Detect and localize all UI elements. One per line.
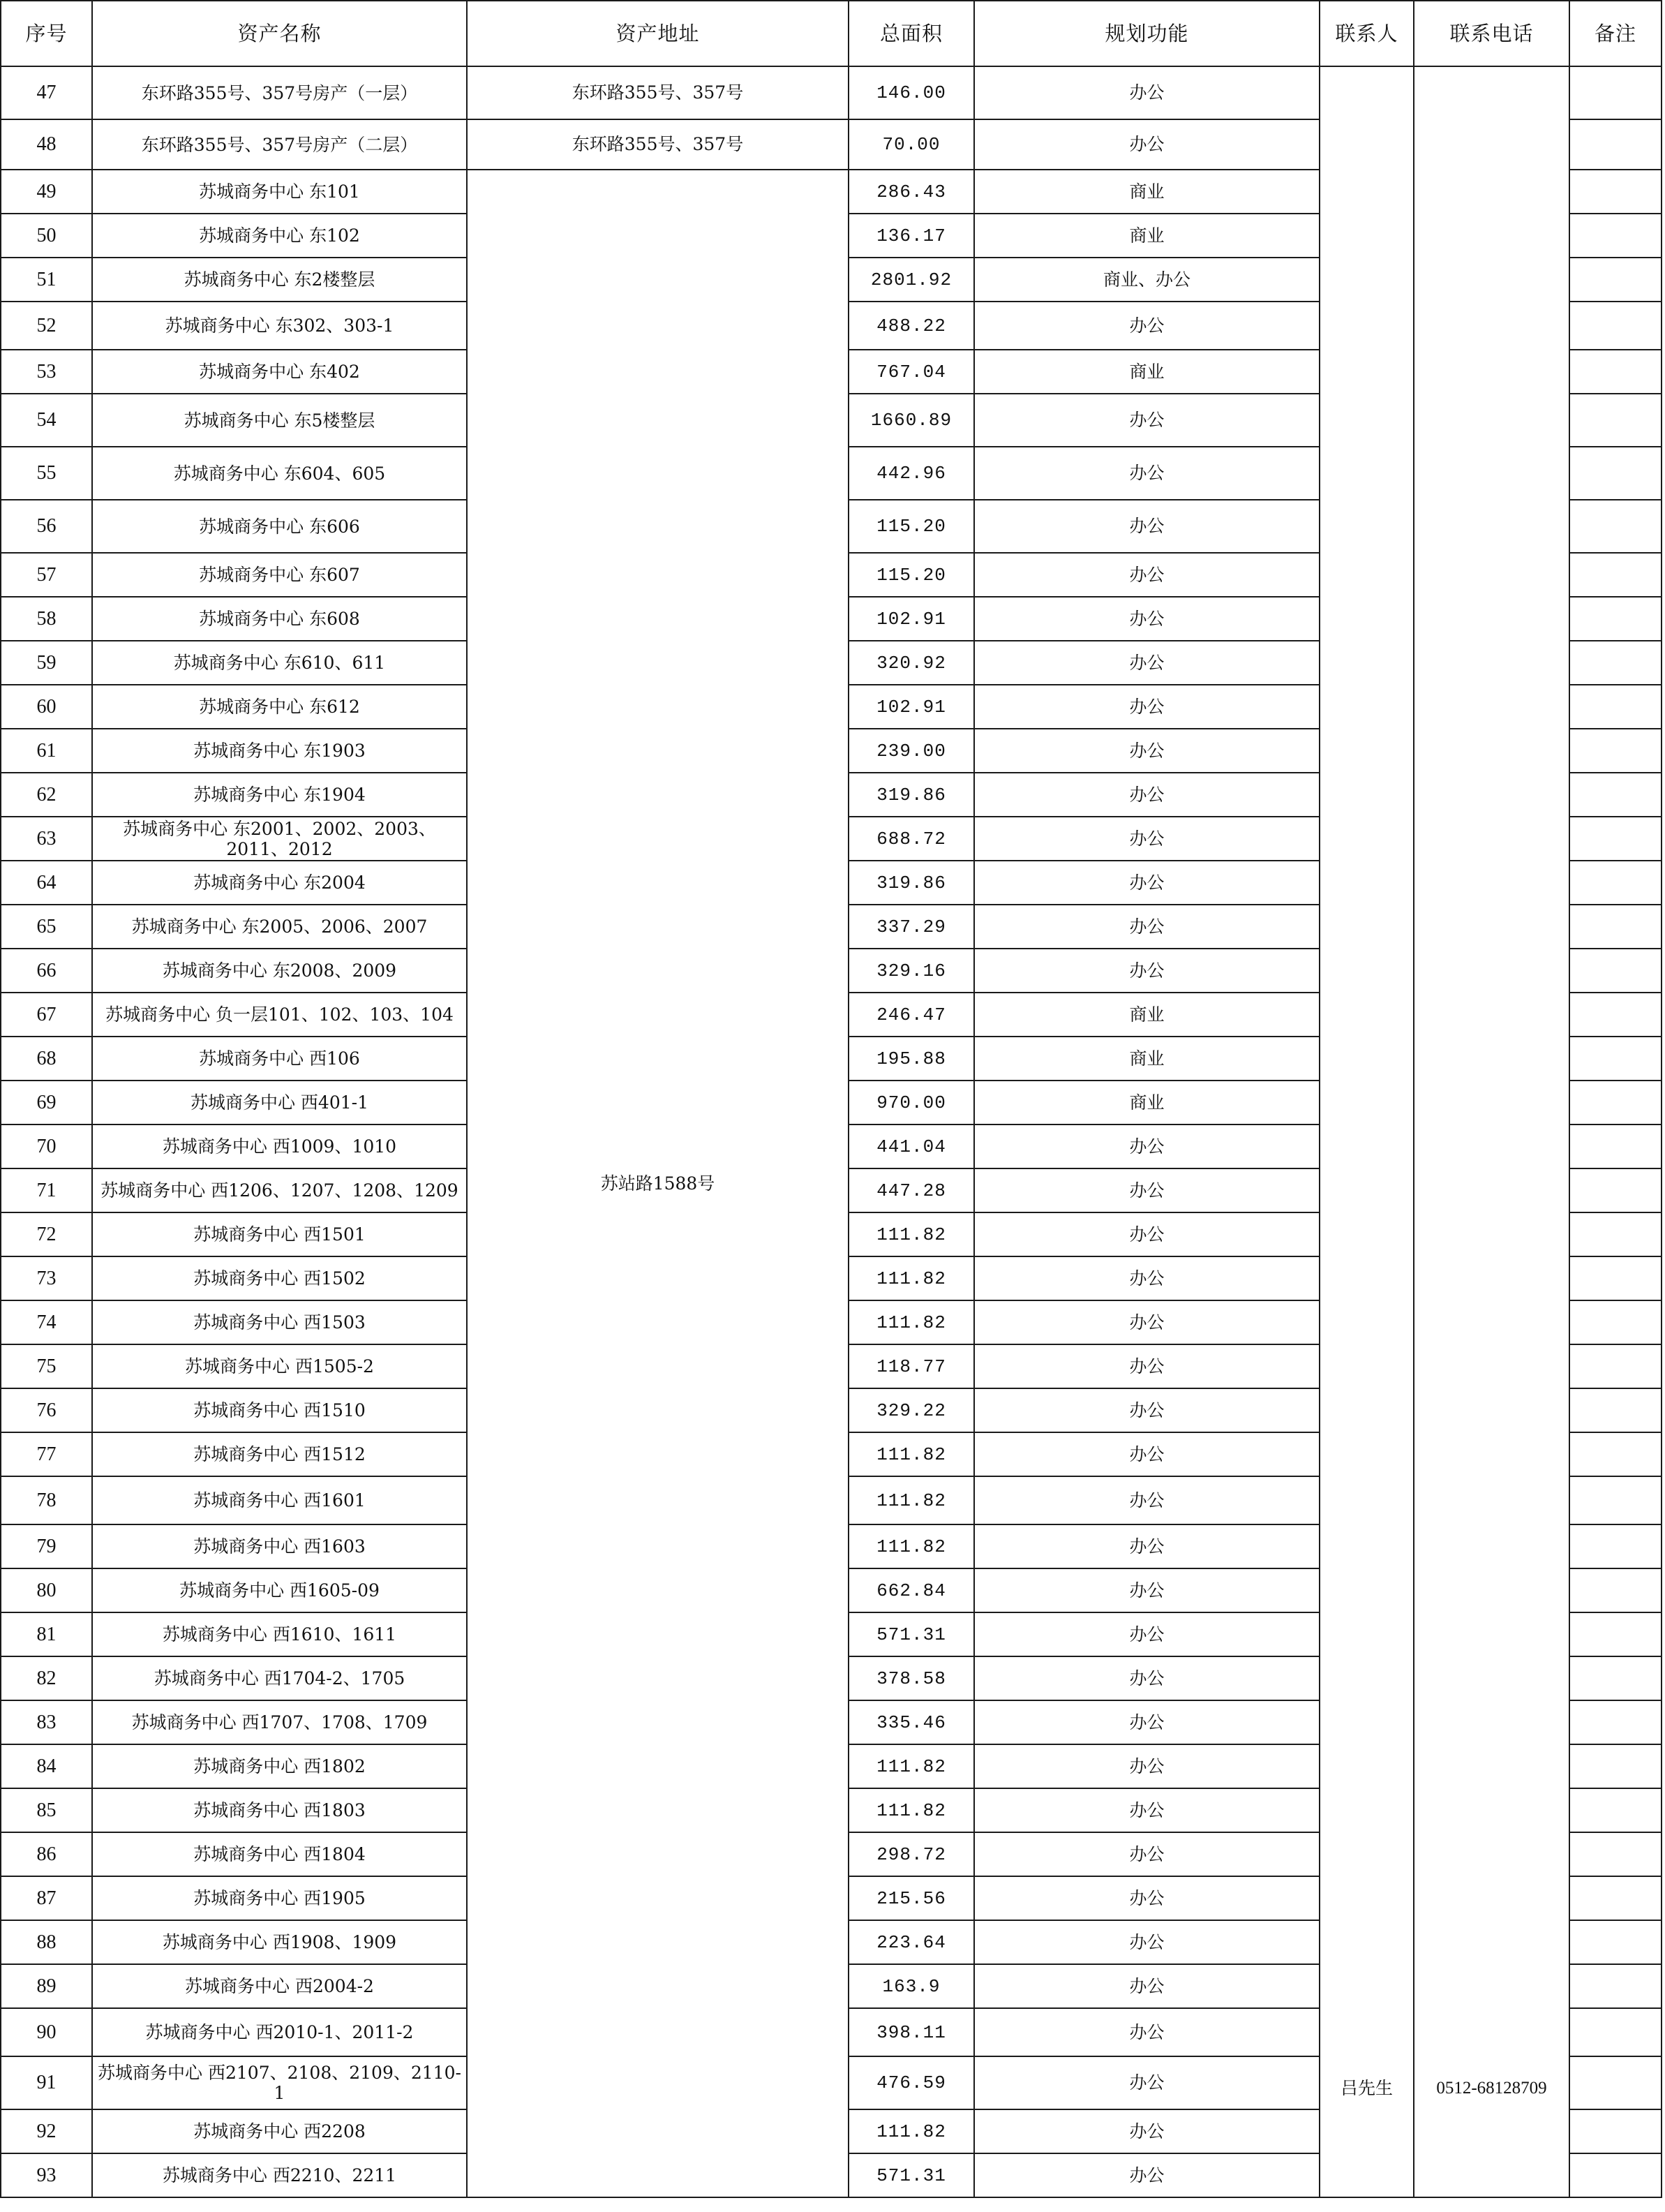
cell-note — [1569, 119, 1662, 170]
cell-planned-function: 办公 — [974, 729, 1320, 773]
cell-asset-address: 东环路355号、357号 — [467, 119, 849, 170]
cell-total-area: 70.00 — [849, 119, 974, 170]
cell-seq: 76 — [1, 1388, 92, 1432]
cell-asset-name: 苏城商务中心 东2008、2009 — [92, 949, 467, 993]
cell-asset-name: 苏城商务中心 东2001、2002、2003、2011、2012 — [92, 817, 467, 861]
header-contact-person: 联系人 — [1320, 1, 1414, 66]
cell-seq: 49 — [1, 170, 92, 214]
cell-note — [1569, 641, 1662, 685]
cell-total-area: 335.46 — [849, 1700, 974, 1744]
cell-note — [1569, 170, 1662, 214]
cell-contact-person: 吕先生 — [1320, 66, 1414, 2197]
cell-planned-function: 办公 — [974, 1344, 1320, 1388]
cell-total-area: 102.91 — [849, 597, 974, 641]
cell-asset-name: 苏城商务中心 东610、611 — [92, 641, 467, 685]
cell-total-area: 329.22 — [849, 1388, 974, 1432]
cell-asset-name: 苏城商务中心 西2004-2 — [92, 1964, 467, 2008]
cell-planned-function: 办公 — [974, 302, 1320, 350]
cell-total-area: 111.82 — [849, 1476, 974, 1524]
cell-total-area: 571.31 — [849, 2153, 974, 2197]
cell-seq: 84 — [1, 1744, 92, 1788]
cell-seq: 53 — [1, 350, 92, 394]
cell-planned-function: 办公 — [974, 2056, 1320, 2109]
cell-note — [1569, 1081, 1662, 1124]
cell-total-area: 111.82 — [849, 1432, 974, 1476]
cell-asset-name: 苏城商务中心 西2010-1、2011-2 — [92, 2008, 467, 2056]
cell-seq: 57 — [1, 553, 92, 597]
cell-seq: 89 — [1, 1964, 92, 2008]
cell-note — [1569, 258, 1662, 302]
cell-asset-name: 苏城商务中心 东2004 — [92, 861, 467, 905]
cell-total-area: 111.82 — [849, 1256, 974, 1300]
cell-note — [1569, 905, 1662, 949]
cell-planned-function: 商业、办公 — [974, 258, 1320, 302]
cell-asset-name: 苏城商务中心 西1704-2、1705 — [92, 1656, 467, 1700]
cell-asset-name: 苏城商务中心 西2210、2211 — [92, 2153, 467, 2197]
cell-asset-name: 苏城商务中心 东2楼整层 — [92, 258, 467, 302]
cell-planned-function: 商业 — [974, 1081, 1320, 1124]
cell-planned-function: 办公 — [974, 1700, 1320, 1744]
cell-seq: 91 — [1, 2056, 92, 2109]
cell-seq: 90 — [1, 2008, 92, 2056]
cell-planned-function: 商业 — [974, 350, 1320, 394]
cell-planned-function: 办公 — [974, 1656, 1320, 1700]
cell-planned-function: 办公 — [974, 394, 1320, 447]
cell-asset-name: 苏城商务中心 东5楼整层 — [92, 394, 467, 447]
cell-seq: 51 — [1, 258, 92, 302]
cell-note — [1569, 66, 1662, 119]
cell-asset-name: 苏城商务中心 东402 — [92, 350, 467, 394]
cell-asset-name: 苏城商务中心 东606 — [92, 500, 467, 553]
cell-asset-name: 苏城商务中心 西1505-2 — [92, 1344, 467, 1388]
cell-seq: 72 — [1, 1212, 92, 1256]
table-row — [1, 66, 1662, 119]
header-note: 备注 — [1569, 1, 1662, 66]
cell-asset-name: 苏城商务中心 西2208 — [92, 2109, 467, 2153]
cell-note — [1569, 773, 1662, 817]
cell-total-area: 476.59 — [849, 2056, 974, 2109]
cell-asset-name: 苏城商务中心 西1603 — [92, 1524, 467, 1568]
cell-note — [1569, 1700, 1662, 1744]
cell-note — [1569, 2109, 1662, 2153]
cell-total-area: 111.82 — [849, 1524, 974, 1568]
cell-seq: 48 — [1, 119, 92, 170]
cell-total-area: 111.82 — [849, 1788, 974, 1832]
cell-planned-function: 办公 — [974, 949, 1320, 993]
cell-total-area: 337.29 — [849, 905, 974, 949]
cell-planned-function: 办公 — [974, 1920, 1320, 1964]
cell-planned-function: 办公 — [974, 1788, 1320, 1832]
cell-total-area: 319.86 — [849, 773, 974, 817]
cell-total-area: 102.91 — [849, 685, 974, 729]
cell-note — [1569, 1964, 1662, 2008]
cell-planned-function: 商业 — [974, 1037, 1320, 1081]
cell-total-area: 688.72 — [849, 817, 974, 861]
cell-planned-function: 办公 — [974, 2008, 1320, 2056]
cell-seq: 79 — [1, 1524, 92, 1568]
cell-note — [1569, 1476, 1662, 1524]
cell-asset-name: 苏城商务中心 东2005、2006、2007 — [92, 905, 467, 949]
cell-planned-function: 办公 — [974, 1212, 1320, 1256]
cell-planned-function: 办公 — [974, 553, 1320, 597]
cell-note — [1569, 1832, 1662, 1876]
cell-seq: 59 — [1, 641, 92, 685]
cell-total-area: 115.20 — [849, 500, 974, 553]
cell-planned-function: 办公 — [974, 2109, 1320, 2153]
cell-seq: 86 — [1, 1832, 92, 1876]
cell-asset-name: 苏城商务中心 西1510 — [92, 1388, 467, 1432]
cell-planned-function: 商业 — [974, 170, 1320, 214]
cell-total-area: 111.82 — [849, 1300, 974, 1344]
cell-asset-name: 苏城商务中心 西1802 — [92, 1744, 467, 1788]
cell-asset-name: 苏城商务中心 西1804 — [92, 1832, 467, 1876]
cell-note — [1569, 1656, 1662, 1700]
cell-total-area: 298.72 — [849, 1832, 974, 1876]
cell-seq: 63 — [1, 817, 92, 861]
header-planned-function: 规划功能 — [974, 1, 1320, 66]
cell-seq: 69 — [1, 1081, 92, 1124]
cell-seq: 50 — [1, 214, 92, 258]
cell-planned-function: 商业 — [974, 993, 1320, 1037]
cell-asset-name: 苏城商务中心 西106 — [92, 1037, 467, 1081]
cell-seq: 56 — [1, 500, 92, 553]
cell-asset-name: 苏城商务中心 西401-1 — [92, 1081, 467, 1124]
cell-planned-function: 办公 — [974, 1476, 1320, 1524]
cell-note — [1569, 949, 1662, 993]
cell-total-area: 329.16 — [849, 949, 974, 993]
cell-total-area: 319.86 — [849, 861, 974, 905]
cell-planned-function: 商业 — [974, 214, 1320, 258]
cell-asset-name: 东环路355号、357号房产（一层） — [92, 66, 467, 119]
cell-total-area: 1660.89 — [849, 394, 974, 447]
cell-asset-name: 苏城商务中心 东302、303-1 — [92, 302, 467, 350]
cell-total-area: 223.64 — [849, 1920, 974, 1964]
cell-note — [1569, 1037, 1662, 1081]
cell-planned-function: 办公 — [974, 1964, 1320, 2008]
header-row — [1, 1, 1662, 66]
cell-seq: 60 — [1, 685, 92, 729]
cell-asset-name: 苏城商务中心 西1601 — [92, 1476, 467, 1524]
cell-asset-name: 苏城商务中心 西1803 — [92, 1788, 467, 1832]
cell-total-area: 195.88 — [849, 1037, 974, 1081]
cell-planned-function: 办公 — [974, 1568, 1320, 1612]
cell-asset-name: 苏城商务中心 西1908、1909 — [92, 1920, 467, 1964]
cell-seq: 80 — [1, 1568, 92, 1612]
cell-total-area: 662.84 — [849, 1568, 974, 1612]
cell-planned-function: 办公 — [974, 2153, 1320, 2197]
cell-note — [1569, 1168, 1662, 1212]
cell-planned-function: 办公 — [974, 861, 1320, 905]
cell-total-area: 111.82 — [849, 1212, 974, 1256]
cell-seq: 67 — [1, 993, 92, 1037]
cell-contact-phone: 0512-68128709 — [1414, 66, 1569, 2197]
cell-total-area: 378.58 — [849, 1656, 974, 1700]
cell-note — [1569, 729, 1662, 773]
cell-planned-function: 办公 — [974, 1876, 1320, 1920]
cell-note — [1569, 500, 1662, 553]
cell-total-area: 571.31 — [849, 1612, 974, 1656]
cell-note — [1569, 1212, 1662, 1256]
cell-planned-function: 办公 — [974, 1744, 1320, 1788]
cell-asset-name: 苏城商务中心 西1512 — [92, 1432, 467, 1476]
table-body — [1, 66, 1662, 2197]
cell-note — [1569, 685, 1662, 729]
cell-asset-name: 苏城商务中心 西2107、2108、2109、2110-1 — [92, 2056, 467, 2109]
cell-seq: 52 — [1, 302, 92, 350]
cell-planned-function: 办公 — [974, 817, 1320, 861]
cell-planned-function: 办公 — [974, 1300, 1320, 1344]
cell-seq: 82 — [1, 1656, 92, 1700]
cell-seq: 62 — [1, 773, 92, 817]
cell-asset-name: 苏城商务中心 西1610、1611 — [92, 1612, 467, 1656]
cell-planned-function: 办公 — [974, 1832, 1320, 1876]
cell-planned-function: 办公 — [974, 773, 1320, 817]
cell-asset-name: 苏城商务中心 东1903 — [92, 729, 467, 773]
cell-seq: 75 — [1, 1344, 92, 1388]
cell-total-area: 115.20 — [849, 553, 974, 597]
cell-total-area: 246.47 — [849, 993, 974, 1037]
cell-total-area: 146.00 — [849, 66, 974, 119]
cell-note — [1569, 1124, 1662, 1168]
cell-asset-name: 苏城商务中心 西1206、1207、1208、1209 — [92, 1168, 467, 1212]
cell-seq: 55 — [1, 447, 92, 500]
cell-asset-name: 苏城商务中心 东608 — [92, 597, 467, 641]
cell-total-area: 118.77 — [849, 1344, 974, 1388]
cell-note — [1569, 1612, 1662, 1656]
cell-asset-name: 苏城商务中心 西1503 — [92, 1300, 467, 1344]
cell-note — [1569, 1788, 1662, 1832]
cell-note — [1569, 553, 1662, 597]
cell-total-area: 2801.92 — [849, 258, 974, 302]
cell-seq: 65 — [1, 905, 92, 949]
cell-asset-name: 苏城商务中心 西1502 — [92, 1256, 467, 1300]
cell-seq: 81 — [1, 1612, 92, 1656]
cell-note — [1569, 1744, 1662, 1788]
cell-planned-function: 办公 — [974, 641, 1320, 685]
cell-total-area: 398.11 — [849, 2008, 974, 2056]
cell-asset-name: 东环路355号、357号房产（二层） — [92, 119, 467, 170]
cell-total-area: 111.82 — [849, 2109, 974, 2153]
cell-note — [1569, 1388, 1662, 1432]
cell-planned-function: 办公 — [974, 447, 1320, 500]
cell-note — [1569, 302, 1662, 350]
cell-note — [1569, 1300, 1662, 1344]
cell-seq: 58 — [1, 597, 92, 641]
cell-note — [1569, 597, 1662, 641]
cell-note — [1569, 1524, 1662, 1568]
cell-note — [1569, 1344, 1662, 1388]
cell-seq: 47 — [1, 66, 92, 119]
cell-planned-function: 办公 — [974, 685, 1320, 729]
cell-note — [1569, 350, 1662, 394]
cell-total-area: 488.22 — [849, 302, 974, 350]
cell-total-area: 447.28 — [849, 1168, 974, 1212]
cell-asset-address-shared: 苏站路1588号 — [467, 170, 849, 2197]
cell-seq: 70 — [1, 1124, 92, 1168]
header-contact-phone: 联系电话 — [1414, 1, 1569, 66]
cell-planned-function: 办公 — [974, 1612, 1320, 1656]
cell-seq: 71 — [1, 1168, 92, 1212]
header-total-area: 总面积 — [849, 1, 974, 66]
cell-total-area: 163.9 — [849, 1964, 974, 2008]
header-asset-name: 资产名称 — [92, 1, 467, 66]
cell-note — [1569, 1920, 1662, 1964]
cell-planned-function: 办公 — [974, 1168, 1320, 1212]
cell-total-area: 767.04 — [849, 350, 974, 394]
cell-note — [1569, 2056, 1662, 2109]
cell-planned-function: 办公 — [974, 500, 1320, 553]
cell-note — [1569, 993, 1662, 1037]
cell-total-area: 441.04 — [849, 1124, 974, 1168]
cell-seq: 73 — [1, 1256, 92, 1300]
cell-seq: 85 — [1, 1788, 92, 1832]
cell-seq: 74 — [1, 1300, 92, 1344]
cell-total-area: 239.00 — [849, 729, 974, 773]
cell-total-area: 136.17 — [849, 214, 974, 258]
cell-seq: 88 — [1, 1920, 92, 1964]
cell-asset-name: 苏城商务中心 西1009、1010 — [92, 1124, 467, 1168]
cell-planned-function: 办公 — [974, 1524, 1320, 1568]
cell-seq: 77 — [1, 1432, 92, 1476]
cell-planned-function: 办公 — [974, 905, 1320, 949]
cell-planned-function: 办公 — [974, 1124, 1320, 1168]
cell-asset-name: 苏城商务中心 西1501 — [92, 1212, 467, 1256]
cell-asset-name: 苏城商务中心 东607 — [92, 553, 467, 597]
cell-planned-function: 办公 — [974, 1388, 1320, 1432]
cell-note — [1569, 394, 1662, 447]
cell-note — [1569, 1256, 1662, 1300]
header-seq: 序号 — [1, 1, 92, 66]
cell-asset-name: 苏城商务中心 负一层101、102、103、104 — [92, 993, 467, 1037]
cell-asset-name: 苏城商务中心 西1707、1708、1709 — [92, 1700, 467, 1744]
cell-total-area: 215.56 — [849, 1876, 974, 1920]
cell-seq: 66 — [1, 949, 92, 993]
cell-note — [1569, 1876, 1662, 1920]
cell-asset-address: 东环路355号、357号 — [467, 66, 849, 119]
cell-total-area: 111.82 — [849, 1744, 974, 1788]
cell-note — [1569, 817, 1662, 861]
header-asset-address: 资产地址 — [467, 1, 849, 66]
cell-asset-name: 苏城商务中心 东101 — [92, 170, 467, 214]
cell-planned-function: 办公 — [974, 119, 1320, 170]
cell-note — [1569, 1568, 1662, 1612]
cell-seq: 78 — [1, 1476, 92, 1524]
cell-seq: 92 — [1, 2109, 92, 2153]
cell-seq: 61 — [1, 729, 92, 773]
cell-total-area: 286.43 — [849, 170, 974, 214]
cell-asset-name: 苏城商务中心 西1605-09 — [92, 1568, 467, 1612]
cell-seq: 93 — [1, 2153, 92, 2197]
cell-seq: 87 — [1, 1876, 92, 1920]
cell-planned-function: 办公 — [974, 66, 1320, 119]
cell-total-area: 970.00 — [849, 1081, 974, 1124]
cell-note — [1569, 2008, 1662, 2056]
cell-asset-name: 苏城商务中心 东1904 — [92, 773, 467, 817]
cell-note — [1569, 861, 1662, 905]
cell-note — [1569, 1432, 1662, 1476]
cell-asset-name: 苏城商务中心 东102 — [92, 214, 467, 258]
cell-planned-function: 办公 — [974, 597, 1320, 641]
cell-total-area: 320.92 — [849, 641, 974, 685]
cell-note — [1569, 2153, 1662, 2197]
cell-note — [1569, 214, 1662, 258]
cell-asset-name: 苏城商务中心 东604、605 — [92, 447, 467, 500]
cell-asset-name: 苏城商务中心 东612 — [92, 685, 467, 729]
cell-asset-name: 苏城商务中心 西1905 — [92, 1876, 467, 1920]
cell-seq: 83 — [1, 1700, 92, 1744]
cell-note — [1569, 447, 1662, 500]
cell-seq: 68 — [1, 1037, 92, 1081]
cell-planned-function: 办公 — [974, 1256, 1320, 1300]
cell-total-area: 442.96 — [849, 447, 974, 500]
cell-seq: 64 — [1, 861, 92, 905]
cell-planned-function: 办公 — [974, 1432, 1320, 1476]
cell-seq: 54 — [1, 394, 92, 447]
